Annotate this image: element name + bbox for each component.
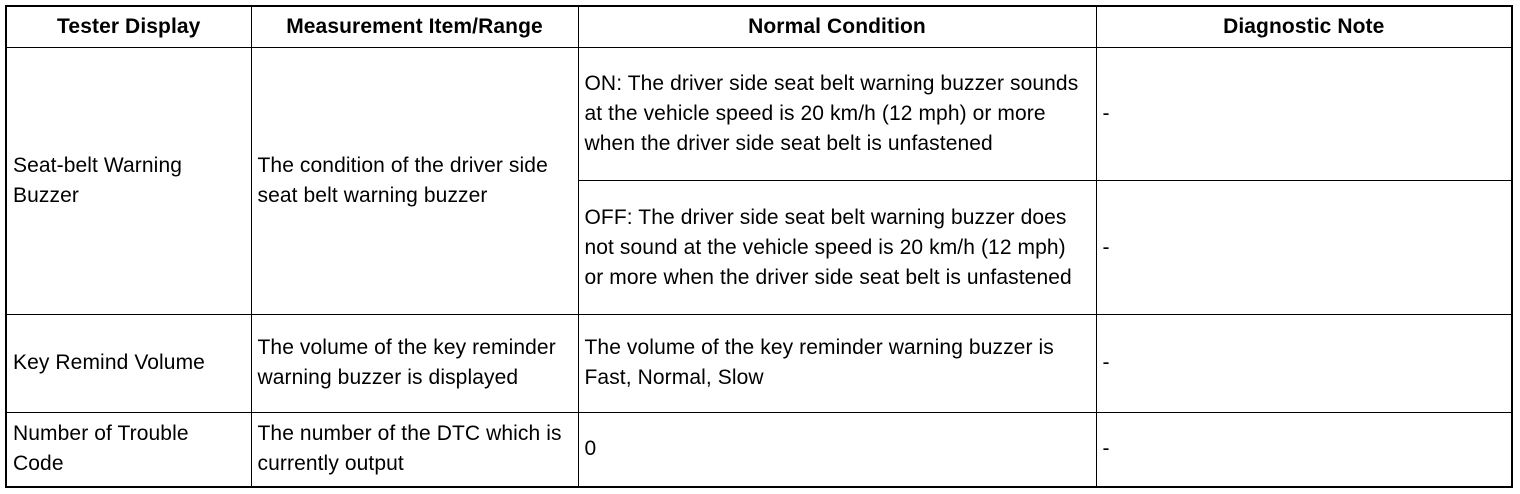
tester-display-cell: Seat-belt Warning Buzzer — [6, 48, 251, 315]
normal-condition-cell: ON: The driver side seat belt warning buzzer sounds at the vehicle speed is 20 km/h (12 mph) or more when the driver side seat belt is unfastened — [578, 48, 1096, 181]
table-row — [6, 412, 1512, 487]
header-tester-display: Tester Display — [6, 6, 251, 48]
diagnostic-note-cell: - — [1096, 48, 1512, 181]
diagnostic-note-cell: - — [1096, 412, 1512, 487]
table-row — [6, 314, 1512, 412]
tester-display-cell: Number of Trouble Code — [6, 412, 251, 487]
header-measurement-item: Measurement Item/Range — [251, 6, 578, 48]
normal-condition-cell: OFF: The driver side seat belt warning buzzer does not sound at the vehicle speed is 20 km/h (12 mph) or more when the driver side seat belt is unfastened — [578, 181, 1096, 314]
diagnostic-note-cell: - — [1096, 314, 1512, 412]
header-row — [6, 6, 1512, 48]
header-diagnostic-note: Diagnostic Note — [1096, 6, 1512, 48]
tester-display-table — [5, 5, 1513, 488]
diagnostic-note-cell: - — [1096, 181, 1512, 314]
table-row — [6, 48, 1512, 181]
measurement-cell: The volume of the key reminder warning buzzer is displayed — [251, 314, 578, 412]
measurement-cell: The condition of the driver side seat belt warning buzzer — [251, 48, 578, 315]
measurement-cell: The number of the DTC which is currently output — [251, 412, 578, 487]
tester-display-cell: Key Remind Volume — [6, 314, 251, 412]
header-normal-condition: Normal Condition — [578, 6, 1096, 48]
normal-condition-cell: 0 — [578, 412, 1096, 487]
normal-condition-cell: The volume of the key reminder warning buzzer is Fast, Normal, Slow — [578, 314, 1096, 412]
